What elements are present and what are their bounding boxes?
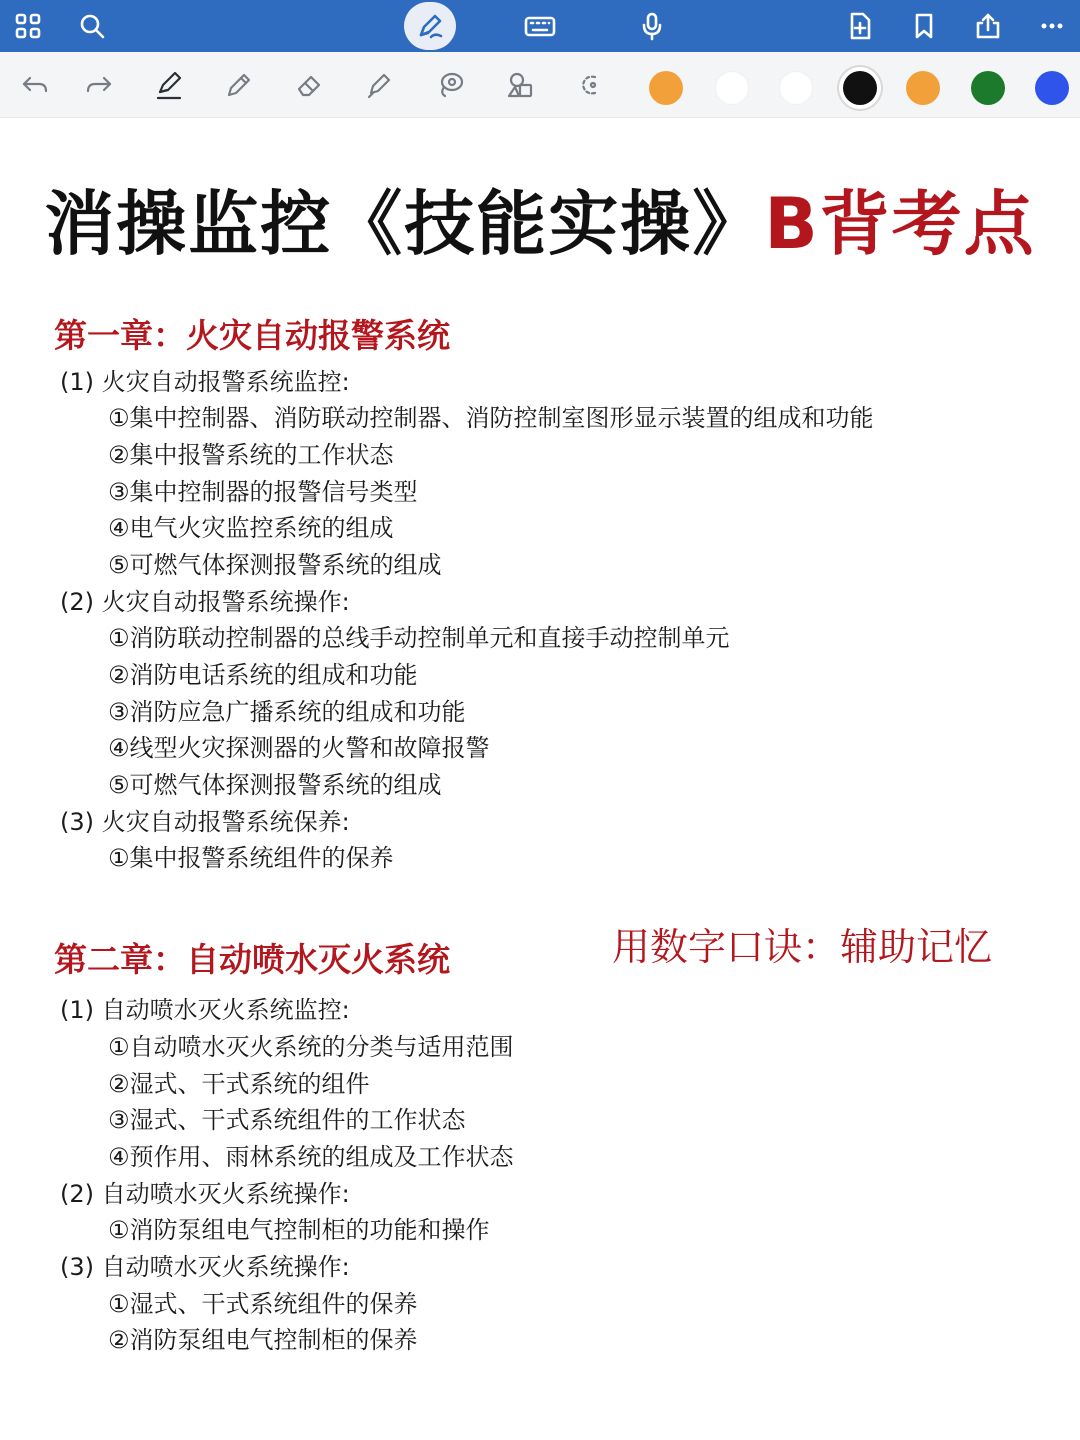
- color-swatch-green[interactable]: [971, 71, 1005, 105]
- list-item: ④预作用、雨林系统的组成及工作状态: [108, 1143, 514, 1171]
- list-item: ③消防应急广播系统的组成和功能: [108, 698, 466, 726]
- search-icon[interactable]: [66, 0, 118, 52]
- list-item: (1) 自动喷水灭火系统监控:: [60, 996, 350, 1024]
- color-swatch-black-selected[interactable]: [843, 71, 877, 105]
- list-item: (2) 火灾自动报警系统操作:: [60, 588, 350, 616]
- top-app-bar: [0, 0, 1080, 52]
- title-black-part: 消操监控《技能实操》: [44, 183, 765, 265]
- bookmark-icon[interactable]: [898, 0, 950, 52]
- add-page-icon[interactable]: [834, 0, 886, 52]
- list-item: ③集中控制器的报警信号类型: [108, 478, 418, 506]
- list-item: ③湿式、干式系统组件的工作状态: [108, 1106, 466, 1134]
- laser-pointer-icon[interactable]: [564, 60, 614, 110]
- page-title: [0, 168, 1080, 269]
- eraser-icon[interactable]: [284, 60, 334, 110]
- list-item: ①自动喷水灭火系统的分类与适用范围: [108, 1033, 514, 1061]
- list-item: ④线型火灾探测器的火警和故障报警: [108, 734, 490, 762]
- undo-icon[interactable]: [10, 60, 60, 110]
- color-swatch-white[interactable]: [779, 71, 813, 105]
- title-red-part: B背考点: [764, 183, 1036, 265]
- list-item: (3) 火灾自动报警系统保养:: [60, 808, 350, 836]
- list-item: (3) 自动喷水灭火系统操作:: [60, 1253, 350, 1281]
- color-swatch-orange[interactable]: [906, 71, 940, 105]
- share-icon[interactable]: [962, 0, 1014, 52]
- more-icon[interactable]: [1026, 0, 1078, 52]
- fountain-pen-icon[interactable]: [144, 60, 194, 110]
- list-item: (1) 火灾自动报警系统监控:: [60, 368, 350, 396]
- color-swatch-white[interactable]: [715, 71, 749, 105]
- pencil-icon[interactable]: [214, 60, 264, 110]
- list-item: ①消防联动控制器的总线手动控制单元和直接手动控制单元: [108, 624, 730, 652]
- redo-icon[interactable]: [74, 60, 124, 110]
- list-item: ②湿式、干式系统的组件: [108, 1070, 370, 1098]
- list-item: ①消防泵组电气控制柜的功能和操作: [108, 1216, 490, 1244]
- list-item: ②消防电话系统的组成和功能: [108, 661, 418, 689]
- list-item: (2) 自动喷水灭火系统操作:: [60, 1180, 350, 1208]
- list-item: ①集中报警系统组件的保养: [108, 844, 394, 872]
- keyboard-icon[interactable]: [514, 0, 566, 52]
- microphone-icon[interactable]: [626, 0, 678, 52]
- chapter-2-heading: 第二章：自动喷水灭火系统: [54, 940, 450, 979]
- shapes-icon[interactable]: [496, 60, 546, 110]
- color-swatch-blue[interactable]: [1035, 71, 1069, 105]
- highlighter-icon[interactable]: [354, 60, 404, 110]
- list-item: ②集中报警系统的工作状态: [108, 441, 394, 469]
- list-item: ⑤可燃气体探测报警系统的组成: [108, 771, 442, 799]
- apps-grid-icon[interactable]: [2, 0, 54, 52]
- mnemonic-note: 用数字口诀：辅助记忆: [612, 925, 993, 969]
- pen-mode-icon[interactable]: [404, 2, 456, 50]
- list-item: ⑤可燃气体探测报警系统的组成: [108, 551, 442, 579]
- list-item: ④电气火灾监控系统的组成: [108, 514, 394, 542]
- chapter-1-heading: 第一章：火灾自动报警系统: [54, 316, 450, 355]
- lasso-icon[interactable]: [426, 60, 476, 110]
- list-item: ①集中控制器、消防联动控制器、消防控制室图形显示装置的组成和功能: [108, 404, 874, 432]
- color-swatch-orange[interactable]: [649, 71, 683, 105]
- list-item: ②消防泵组电气控制柜的保养: [108, 1326, 418, 1354]
- list-item: ①湿式、干式系统组件的保养: [108, 1290, 418, 1318]
